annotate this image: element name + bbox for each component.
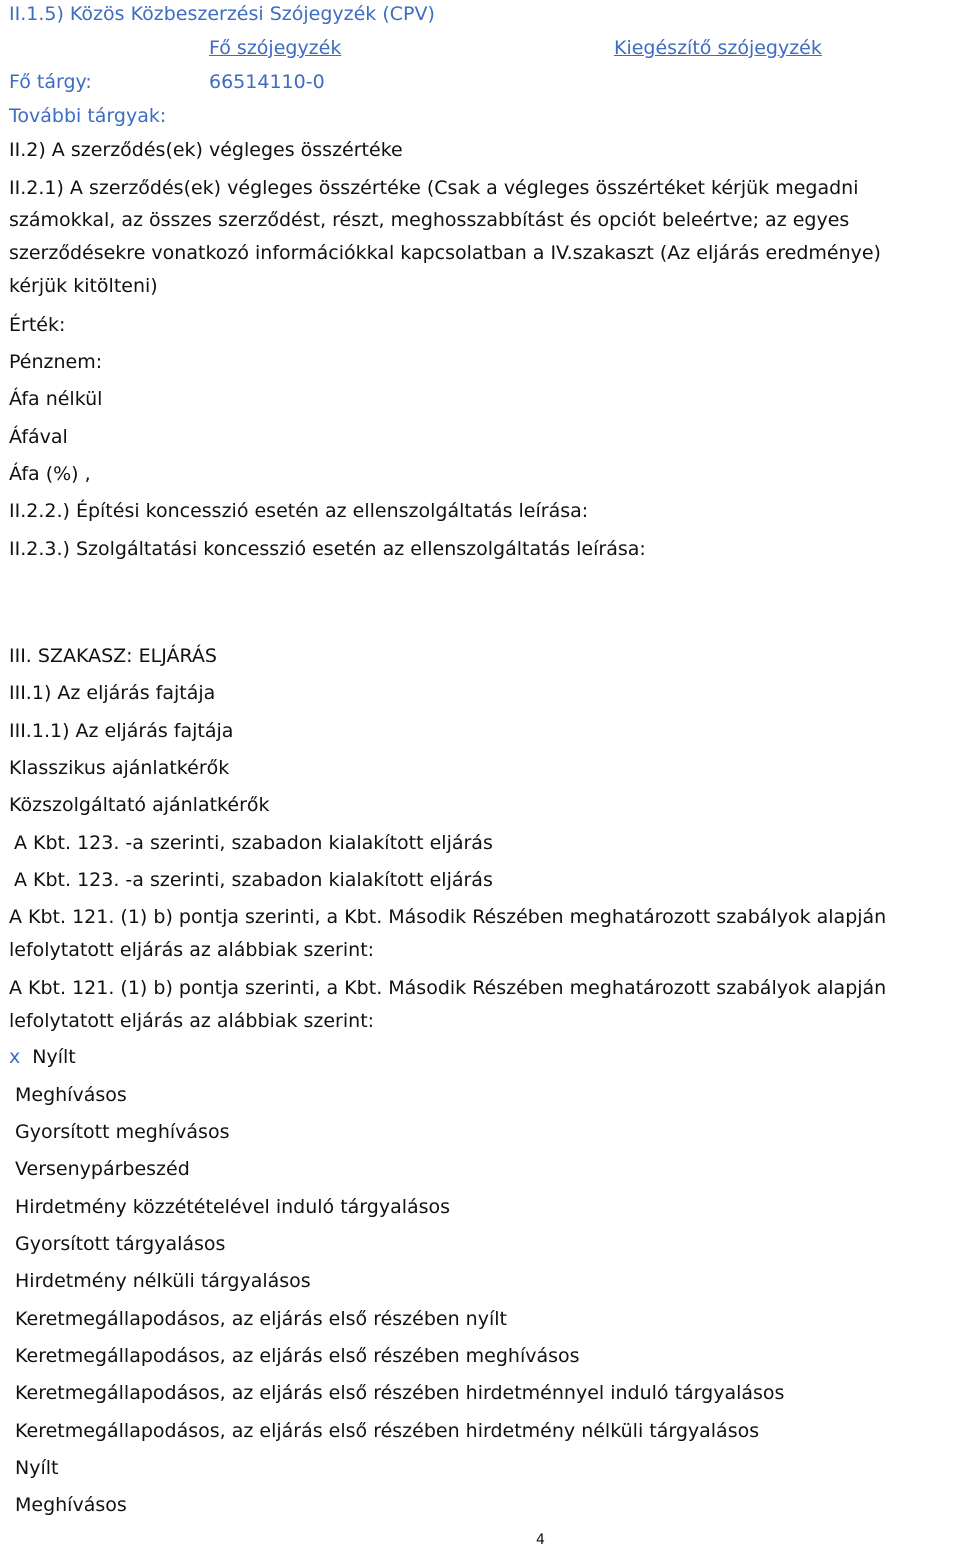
kbt123-option: A Kbt. 123. -a szerinti, szabadon kialakított eljárás: [14, 832, 493, 854]
procedure-option: Gyorsított tárgyalásos: [15, 1233, 226, 1255]
value-label: Érték:: [9, 314, 66, 336]
procedure-option: Hirdetmény nélküli tárgyalásos: [15, 1270, 311, 1292]
procedure-option: Keretmegállapodásos, az eljárás első részében hirdetménnyel induló tárgyalásos: [15, 1382, 785, 1404]
works-concession-label: II.2.2.) Építési koncesszió esetén az ellenszolgáltatás leírása:: [9, 500, 589, 522]
kbt121-option-line: A Kbt. 121. (1) b) pontja szerinti, a Kbt. Második Részében meghatározott szabályok alapján: [9, 977, 887, 999]
selected-procedure-row: [9, 1045, 76, 1069]
procedure-option: Gyorsított meghívásos: [15, 1121, 230, 1143]
vat-included-label: Áfával: [9, 426, 68, 448]
vat-percent-label: Áfa (%) ,: [9, 463, 91, 485]
procedure-option: Hirdetmény közzétételével induló tárgyalásos: [15, 1196, 451, 1218]
procedure-option: Meghívásos: [15, 1084, 127, 1106]
kbt121-option-line: lefolytatott eljárás az alábbiak szerint:: [9, 939, 375, 961]
kbt121-option-line: A Kbt. 121. (1) b) pontja szerinti, a Kbt. Második Részében meghatározott szabályok alapján: [9, 906, 887, 928]
procedure-option: Keretmegállapodásos, az eljárás első részében meghívásos: [15, 1345, 580, 1367]
currency-label: Pénznem:: [9, 351, 103, 373]
final-value-heading: II.2) A szerződés(ek) végleges összértéke: [9, 139, 403, 161]
main-subject-code: 66514110-0: [209, 71, 325, 93]
service-concession-label: II.2.3.) Szolgáltatási koncesszió esetén az ellenszolgáltatás leírása:: [9, 538, 646, 560]
procedure-option: Keretmegállapodásos, az eljárás első részében nyílt: [15, 1308, 507, 1330]
additional-subjects-label: További tárgyak:: [9, 105, 167, 127]
kbt121-option-line: lefolytatott eljárás az alábbiak szerint:: [9, 1010, 375, 1032]
final-value-para-line: szerződésekre vonatkozó információkkal kapcsolatban a IV.szakaszt (Az eljárás eredménye): [9, 242, 881, 264]
cpv-supplementary-vocabulary-header: Kiegészítő szójegyzék: [614, 37, 822, 59]
selected-mark: x: [9, 1046, 21, 1068]
main-subject-label: Fő tárgy:: [9, 71, 92, 93]
procedure-option: Keretmegállapodásos, az eljárás első részében hirdetmény nélküli tárgyalásos: [15, 1420, 760, 1442]
procedure-option: Meghívásos: [15, 1494, 127, 1516]
cpv-main-vocabulary-header: Fő szójegyzék: [209, 37, 342, 59]
utility-contracting-label: Közszolgáltató ajánlatkérők: [9, 794, 270, 816]
procedure-option: Nyílt: [15, 1457, 59, 1479]
kbt123-option: A Kbt. 123. -a szerinti, szabadon kialakított eljárás: [14, 869, 493, 891]
classic-contracting-label: Klasszikus ajánlatkérők: [9, 757, 230, 779]
vat-excluded-label: Áfa nélkül: [9, 388, 103, 410]
final-value-para-line: kérjük kitölteni): [9, 275, 158, 297]
procedure-type-heading: III.1) Az eljárás fajtája: [9, 682, 216, 704]
cpv-heading: II.1.5) Közös Közbeszerzési Szójegyzék (CPV): [9, 3, 435, 25]
final-value-para-line: II.2.1) A szerződés(ek) végleges összértéke (Csak a végleges összértéket kérjük megadni: [9, 177, 859, 199]
procedure-type-subheading: III.1.1) Az eljárás fajtája: [9, 720, 234, 742]
selected-procedure-label: Nyílt: [32, 1046, 76, 1068]
page-number: 4: [536, 1532, 545, 1548]
section-title: III. SZAKASZ: ELJÁRÁS: [9, 645, 217, 667]
final-value-para-line: számokkal, az összes szerződést, részt, meghosszabbítást és opciót beleértve; az egyes: [9, 209, 850, 231]
procedure-option: Versenypárbeszéd: [15, 1158, 190, 1180]
